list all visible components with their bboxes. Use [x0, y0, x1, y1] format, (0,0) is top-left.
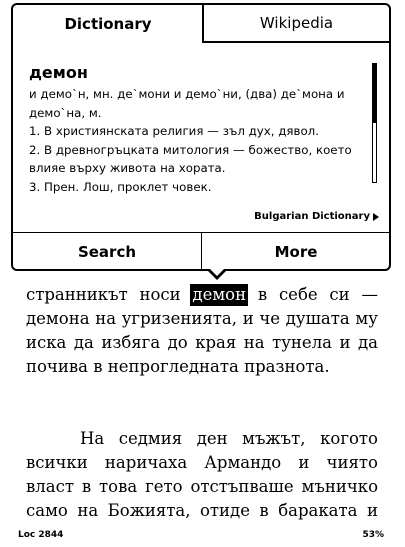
word[interactable]: отстъпваше	[190, 477, 294, 496]
definition-line: 2. В древногръцката митология — божество, което	[29, 142, 352, 157]
word[interactable]: иска	[26, 333, 67, 352]
text-line	[26, 356, 378, 378]
word[interactable]: да	[357, 333, 378, 352]
dictionary-name: Bulgarian Dictionary	[254, 211, 370, 222]
word[interactable]: си	[329, 285, 350, 304]
word[interactable]: себе	[278, 285, 318, 304]
word[interactable]: На	[80, 429, 105, 448]
word[interactable]: и	[298, 453, 310, 472]
definition-line: влияе върху живота на хората.	[29, 161, 226, 175]
definition-line: 1. В християнската религия — зъл дух, дявол.	[29, 124, 319, 138]
word[interactable]: до	[167, 333, 188, 352]
definition-line: 3. Прен. Лош, проклет човек.	[29, 179, 212, 194]
progress-percent: 53%	[362, 530, 384, 540]
triangle-right-icon	[373, 213, 379, 221]
word[interactable]: му	[355, 309, 378, 328]
word[interactable]: гето	[145, 477, 183, 496]
popup-tabs	[13, 5, 389, 43]
word[interactable]: в	[81, 477, 92, 496]
definition-line: и демо`н, мн. де`мони и демо`ни, (два) де`мона и	[29, 87, 345, 101]
word[interactable]: демона	[26, 309, 90, 328]
word[interactable]: угризенията,	[121, 309, 238, 328]
text-line	[26, 500, 378, 522]
text-line	[26, 284, 378, 306]
word[interactable]: ден	[196, 429, 228, 448]
word[interactable]: Армандо	[204, 453, 282, 472]
word[interactable]: наричаха	[104, 453, 188, 472]
word[interactable]: седмия	[118, 429, 183, 448]
word[interactable]: душата	[285, 309, 350, 328]
more-button[interactable]: More	[201, 233, 390, 270]
popup-action-bar	[13, 232, 389, 270]
word[interactable]: и	[339, 333, 351, 352]
text-line	[26, 332, 378, 354]
word[interactable]: всички	[26, 453, 88, 472]
word[interactable]: че	[259, 309, 281, 328]
word[interactable]: и	[366, 501, 378, 520]
word[interactable]: избяга	[101, 333, 161, 352]
word[interactable]: —	[361, 285, 378, 304]
text-line	[26, 428, 378, 450]
paragraph-end[interactable]: почива в непрогледната празнота.	[26, 357, 330, 376]
word[interactable]: бараката	[278, 501, 358, 520]
text-line	[26, 476, 378, 498]
word[interactable]: чиято	[326, 453, 378, 472]
selected-word[interactable]: демон	[192, 285, 247, 304]
word[interactable]: Божията,	[107, 501, 191, 520]
text-line	[26, 452, 378, 474]
definition-scrollbar[interactable]	[372, 63, 377, 183]
reading-footer	[0, 530, 405, 544]
tab-wikipedia[interactable]: Wikipedia	[202, 5, 389, 43]
word[interactable]: да	[73, 333, 94, 352]
word[interactable]: когото	[320, 429, 378, 448]
word[interactable]: отиде	[199, 501, 250, 520]
headword: демон	[29, 63, 88, 82]
definition-content	[29, 63, 359, 196]
word[interactable]: мъжът,	[242, 429, 306, 448]
word[interactable]: тунела	[272, 333, 333, 352]
word[interactable]: носи	[139, 285, 181, 304]
word[interactable]: само	[26, 501, 68, 520]
location-indicator: Loc 2844	[18, 530, 64, 540]
word[interactable]: странникът	[26, 285, 128, 304]
dictionary-popup	[11, 3, 391, 271]
word[interactable]: на	[95, 309, 117, 328]
word[interactable]: това	[99, 477, 138, 496]
word[interactable]: мъничко	[301, 477, 378, 496]
word[interactable]: власт	[26, 477, 74, 496]
text-line	[26, 308, 378, 330]
tab-dictionary[interactable]: Dictionary	[64, 15, 152, 33]
word[interactable]: на	[243, 333, 265, 352]
word[interactable]: в	[257, 285, 268, 304]
word[interactable]: на	[77, 501, 99, 520]
popup-pointer-fill	[209, 268, 225, 276]
definition-line: демо`на, м.	[29, 105, 102, 120]
search-button[interactable]: Search	[77, 242, 137, 261]
word[interactable]: края	[195, 333, 237, 352]
word[interactable]: в	[259, 501, 269, 520]
word[interactable]: и	[242, 309, 254, 328]
dictionary-selector[interactable]	[254, 211, 379, 222]
scrollbar-thumb[interactable]	[372, 63, 377, 123]
